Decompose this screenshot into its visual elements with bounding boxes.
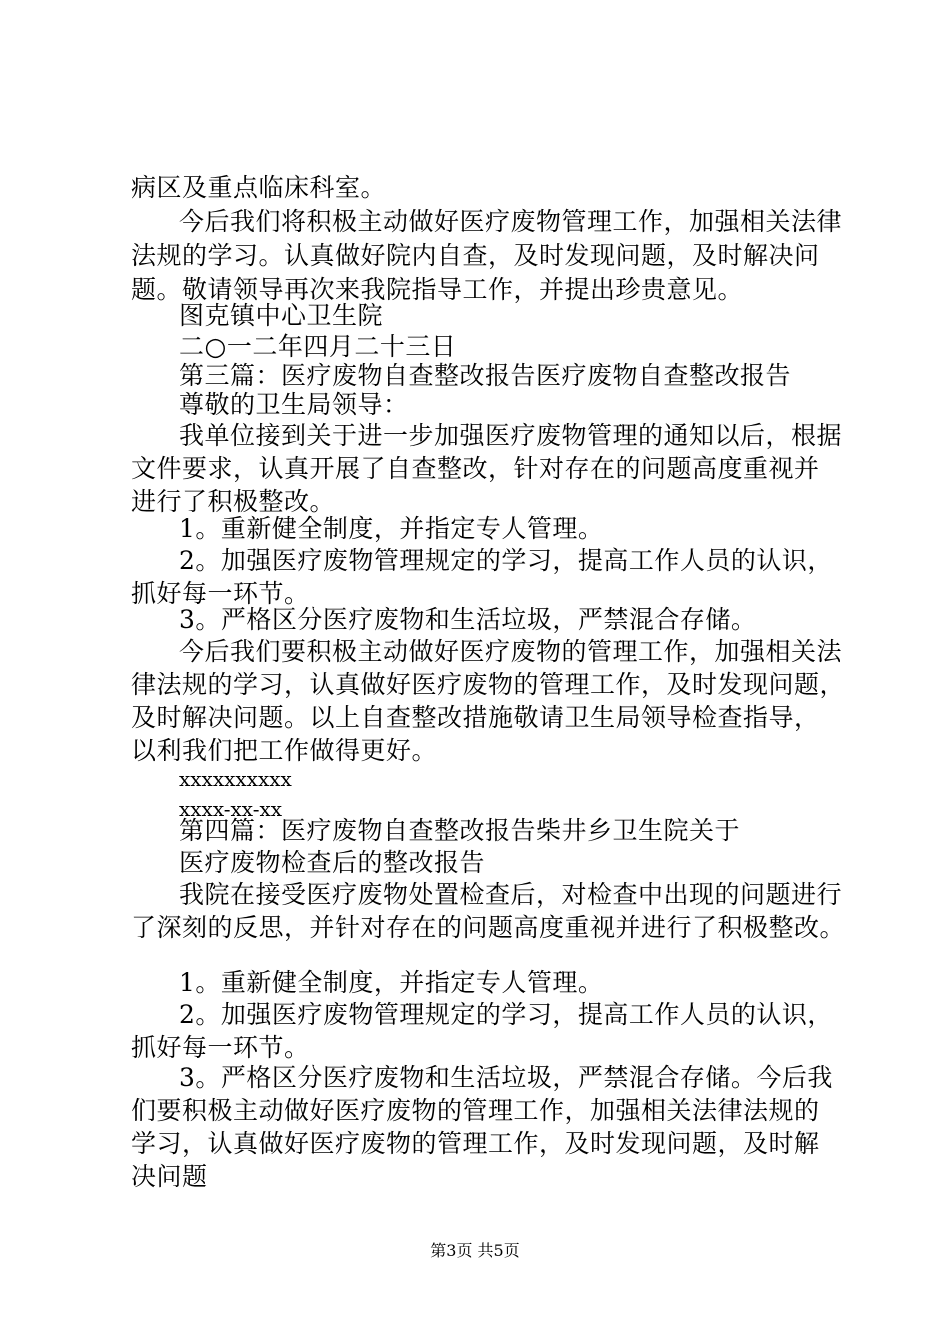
text-line: 律法规的学习，认真做好医疗废物的管理工作，及时发现问题，	[131, 670, 846, 699]
text-line: 及时解决问题。以上自查整改措施敬请卫生局领导检查指导，	[131, 703, 820, 732]
text-line: 以利我们把工作做得更好。	[131, 736, 438, 765]
text-line: 今后我们要积极主动做好医疗废物的管理工作，加强相关法	[179, 637, 843, 666]
text-line: 1。重新健全制度，并指定专人管理。	[179, 968, 604, 997]
text-line: 3。严格区分医疗废物和生活垃圾，严禁混合存储。今后我	[179, 1063, 833, 1092]
text-line: 文件要求，认真开展了自查整改，针对存在的问题高度重视并	[131, 454, 820, 483]
text-line: 2。加强医疗废物管理规定的学习，提高工作人员的认识，	[179, 546, 833, 575]
section-heading: 第三篇：医疗废物自查整改报告医疗废物自查整改报告	[179, 361, 792, 390]
section-heading: 医疗废物检查后的整改报告	[179, 848, 486, 877]
text-line: 们要积极主动做好医疗废物的管理工作，加强相关法律法规的	[131, 1096, 820, 1125]
text-line: 题。敬请领导再次来我院指导工作，并提出珍贵意见。	[131, 275, 744, 304]
text-line: 了深刻的反思，并针对存在的问题高度重视并进行了积极整改。	[131, 913, 846, 942]
text-line: 病区及重点临床科室。	[131, 173, 387, 202]
text-line: 进行了积极整改。	[131, 487, 336, 516]
text-line: 尊敬的卫生局领导：	[179, 390, 409, 419]
text-line: xxxxxxxxxx	[179, 767, 292, 791]
text-line: 图克镇中心卫生院	[179, 301, 384, 330]
text-line: 1。重新健全制度，并指定专人管理。	[179, 514, 604, 543]
text-line: 二○一二年四月二十三日	[179, 332, 457, 361]
text-line: 今后我们将积极主动做好医疗废物管理工作，加强相关法律	[179, 207, 843, 236]
text-line: 抓好每一环节。	[131, 1033, 310, 1062]
text-line: 2。加强医疗废物管理规定的学习，提高工作人员的认识，	[179, 1000, 833, 1029]
text-line: 学习，认真做好医疗废物的管理工作，及时发现问题，及时解	[131, 1129, 820, 1158]
page-number-footer: 第3页 共5页	[430, 1241, 520, 1260]
text-line: 3。严格区分医疗废物和生活垃圾，严禁混合存储。	[179, 605, 757, 634]
text-line: xxxx-xx-xx	[179, 797, 283, 821]
text-line: 法规的学习。认真做好院内自查，及时发现问题，及时解决问	[131, 241, 820, 270]
section-heading: 第四篇：医疗废物自查整改报告柴井乡卫生院关于	[179, 816, 741, 845]
text-line: 我单位接到关于进一步加强医疗废物管理的通知以后，根据	[179, 421, 843, 450]
text-line: 决问题	[131, 1162, 208, 1191]
text-line: 我院在接受医疗废物处置检查后，对检查中出现的问题进行	[179, 880, 843, 909]
text-line: 抓好每一环节。	[131, 579, 310, 608]
